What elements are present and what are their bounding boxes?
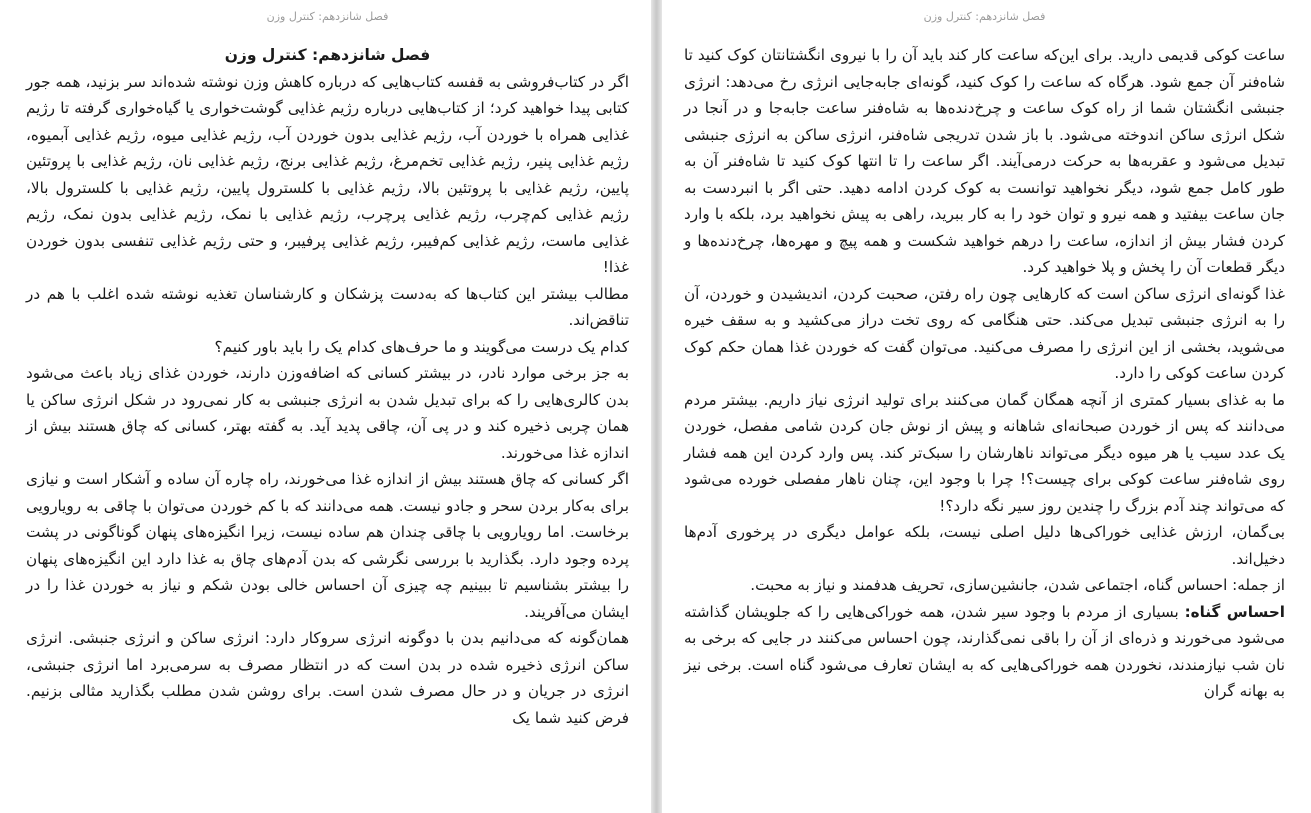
left-page-body [26,42,629,731]
paragraph: اگر در کتاب‌فروشی به قفسه کتاب‌هایی که درباره کاهش وزن نوشته شده‌اند سر بزنید، همه جور کتابی پیدا خواهید کرد؛ از کتاب‌هایی درباره رژیم غذایی گوشت‌خواری یا گیاه‌خواری گرفته تا رژیم غذایی همراه با خوردن آب، رژیم غذایی بدون خوردن آب، رژیم غذایی میوه، رژیم غذایی آبمیوه، رژیم غذایی پنیر، رژیم غذایی تخم‌مرغ، رژیم غذایی برنج، رژیم غذایی نان، رژیم غذایی با پروتئین پایین، رژیم غذایی با پروتئین بالا، رژیم غذایی با کلسترول پایین، رژیم غذایی با کلسترول بالا، رژیم غذایی کم‌چرب، رژیم غذایی پرچرب، رژیم غذایی با نمک، رژیم غذایی بدون نمک، رژیم غذایی ماست، رژیم غذایی کم‌فیبر، رژیم غذایی پرفیبر، و حتی رژیم غذایی تنفسی بدون خوردن غذا! [26,72,629,276]
paragraph: ما به غذای بسیار کمتری از آنچه همگان گمان می‌کنند برای تولید انرژی نیاز داریم. بیشتر مردم می‌دانند که پس از خوردن صبحانه‌ای شاهانه و پیش از نوش جان کردن شامی مفصل، خوردن یک عدد سیب یا هر میوه دیگر می‌تواند ناهارشان را سبک‌تر کند. پس وارد کردن این همه فشار روی شاه‌فنر ساعت کوکی برای چیست؟! چرا با وجود این، چنان ناهار مفصلی خورده می‌شود که می‌تواند چند آدم بزرگ را چندین روز سیر نگه دارد؟! [684,390,1285,515]
term-text: بسیاری از مردم با وجود سیر شدن، همه خوراکی‌هایی را که جلویشان گذاشته می‌شود می‌خورند و ذره‌ای از آن را باقی نمی‌گذارند، چون احساس می‌کنند در جایی که برخی به نان شب نیازمندند، نخوردن همه خوراکی‌هایی که به ایشان تعارف می‌شود گناه است. برخی نیز به بهانه گران [684,602,1285,700]
paragraph: همان‌گونه که می‌دانیم بدن با دوگونه انرژی سروکار دارد: انرژی ساکن و انرژی جنبشی. انرژی ساکن انرژی ذخیره شده در بدن است که در انتظار مصرف به سرمی‌برد اما انرژی جنبشی، انرژی در جریان و در حال مصرف شدن است. برای روشن شدن مطلب بگذارید مثالی بزنیم. فرض کنید شما یک [26,629,629,727]
paragraph: مطالب بیشتر این کتاب‌ها که به‌دست پزشکان و کارشناسان تغذیه نوشته شده اغلب با هم در تناقض‌اند. [26,284,629,329]
paragraph: اگر کسانی که چاق هستند بیش از اندازه غذا می‌خورند، راه چاره آن ساده و آشکار است و نیازی برای به‌کار بردن سحر و جادو نیست. همه می‌دانند که با کم خوردن می‌توان با چاقی به رویارویی برخاست. اما رویارویی با چاقی چندان هم ساده نیست، زیرا انگیزه‌های پنهان گوناگونی در پشت پرده وجود دارد. بگذارید با بررسی نگرشی که بدن آدم‌های چاق به غذا دارد این انگیزه‌های پنهان را بیشتر بشناسیم تا ببینیم چه چیزی آن احساس خالی بودن شکم و نیاز به خوردن غذا را در ایشان می‌آفریند. [26,470,629,621]
paragraph: کدام یک درست می‌گویند و ما حرف‌های کدام یک را باید باور کنیم؟ [214,337,629,356]
chapter-title: فصل شانزدهم: کنترل وزن [224,46,431,64]
right-page-body [684,42,1285,705]
term-label: احساس گناه: [1184,602,1285,621]
paragraph: از جمله: احساس گناه، اجتماعی شدن، جانشین‌سازی، تحریف هدفمند و نیاز به محبت. [750,576,1285,594]
paragraph: غذا گونه‌ای انرژی ساکن است که کارهایی چون راه رفتن، صحبت کردن، اندیشیدن و خوردن، آن را به انرژی جنبشی تبدیل می‌کند. حتی هنگامی که روی تخت دراز می‌کشید و به سقف خیره می‌شوید، بخشی از این انرژی را مصرف می‌کنید. می‌توان گفت که خوردن غذا همان حکم کوک کردن ساعت کوکی را دارد. [684,284,1285,382]
paragraph: بی‌گمان، ارزش غذایی خوراکی‌ها دلیل اصلی نیست، بلکه عوامل دیگری در پرخوری آدم‌ها دخیل‌اند. [684,523,1285,568]
paragraph: به جز برخی موارد نادر، در بیشتر کسانی که اضافه‌وزن دارند، خوردن غذای زیاد باعث می‌شود بدن کالری‌هایی را که برای تبدیل شدن به انرژی جنبشی به کار نمی‌رود در شکل انرژی ساکن یا همان چربی ذخیره کند و در پی آن، چاقی پدید آید. به گفته بهتر، کسانی که چاق هستند بیش از اندازه غذا می‌خورند. [26,364,629,462]
term-paragraph [684,599,1285,705]
left-page[interactable] [0,0,651,813]
left-running-header: فصل شانزدهم: کنترل وزن [266,10,389,23]
paragraph: ساعت کوکی قدیمی دارید. برای این‌که ساعت کار کند باید آن را با نیروی انگشتانتان کوک کنید تا شاه‌فنر آن جمع شود. هرگاه که ساعت را کوک کنید، گونه‌ای جابه‌جایی انرژی رخ می‌دهد: انرژی جنبشی انگشتان شما از راه کوک ساعت و چرخ‌دنده‌ها به شاه‌فنر ساعت جابه‌جا و در آنجا در شکل انرژی ساکن اندوخته می‌شود. با باز شدن تدریجی شاه‌فنر، انرژی ساکن به انرژی جنبشی تبدیل می‌شود و عقربه‌ها به حرکت درمی‌آیند. اگر ساعت را تا انتها کوک کنید تا شاه‌فنر آن به طور کامل جمع شود، دیگر نخواهید توانست به کوک کردن ادامه دهید. حتی اگر با انبردست به جان ساعت بیفتید و همه نیرو و توان خود را به کار ببرید، راهی به پیش نخواهید برد، بلکه با وارد کردن فشار بیش از اندازه، ساعت را درهم خواهید شکست و همه پیچ و مهره‌ها، چرخ‌دنده‌ها و دیگر قطعات آن را پخش و پلا خواهید کرد. [684,46,1285,276]
book-gutter [651,0,662,813]
right-running-header: فصل شانزدهم: کنترل وزن [923,10,1046,23]
right-page[interactable] [662,0,1311,813]
